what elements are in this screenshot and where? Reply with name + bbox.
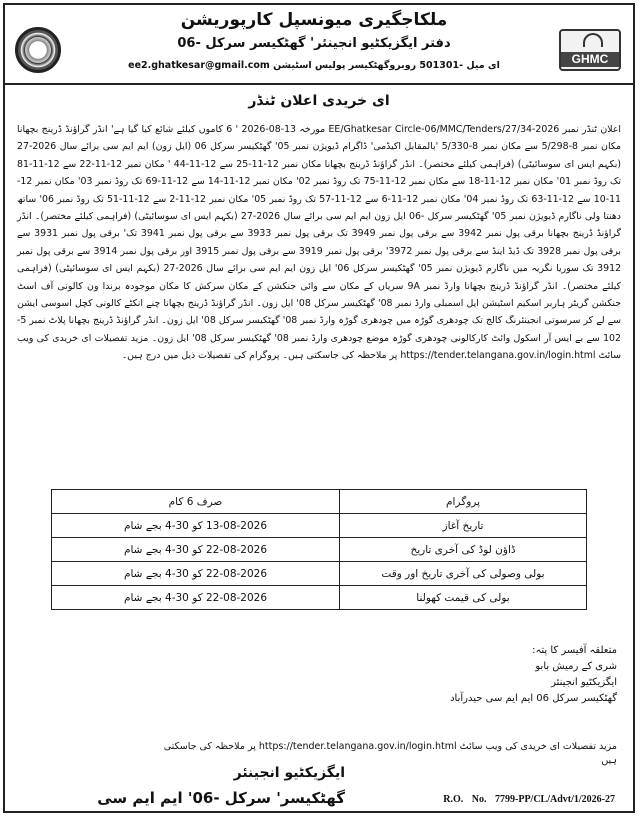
table-row bbox=[52, 514, 587, 538]
footnote-text: مزید تفصیلات ای خریدی کی ویب سائٹ bbox=[459, 741, 617, 752]
schedule-label: بولی کی قیمت کھولنا bbox=[340, 586, 587, 610]
tender-body bbox=[17, 121, 621, 365]
footnote-text-after: پر ملاحظہ کی جاسکتی ہیں bbox=[163, 741, 617, 766]
schedule-value: 22-08-2026 کو 30-4 بجے شام bbox=[52, 562, 340, 586]
contact-heading: متعلقہ آفیسر کا پتہ: bbox=[532, 645, 617, 656]
schedule-value: 22-08-2026 کو 30-4 بجے شام bbox=[52, 586, 340, 610]
notice-title: ای خریدی اعلان ٹنڈر bbox=[248, 93, 390, 109]
corporation-title: ملکاجگیری میونسپل کارپوریشن bbox=[180, 10, 448, 30]
table-row bbox=[52, 490, 587, 514]
advertisement-frame bbox=[3, 3, 635, 813]
signature-designation: ایگزیکٹیو انجینئر bbox=[233, 765, 345, 781]
table-row bbox=[52, 538, 587, 562]
schedule-value: 13-08-2026 کو 30-4 بجے شام bbox=[52, 514, 340, 538]
ghmc-logo-text: GHMC bbox=[561, 52, 619, 67]
table-row bbox=[52, 586, 587, 610]
contact-name: شری کے رمیش بابو bbox=[535, 661, 617, 672]
contact-designation: ایگزیکٹیو انجینئر bbox=[551, 677, 617, 688]
office-address: ee2.ghatkesar@gmail.com ای میل -501301 روبروگھٹکیسر پولیس اسٹیشن bbox=[128, 60, 500, 71]
release-order-number: R.O. No. 7799-PP/CL/Advt/1/2026-27 bbox=[443, 794, 615, 805]
office-subtitle: دفتر ایگزیکٹیو انجینئر' گھٹکیسر سرکل -06 bbox=[177, 36, 451, 51]
schedule-label: ڈاؤن لوڈ کی آخری تاریخ bbox=[340, 538, 587, 562]
signature-office: گھٹکیسر' سرکل -06' ایم ایم سی bbox=[97, 789, 345, 807]
header bbox=[5, 5, 633, 85]
schedule-value: 22-08-2026 کو 30-4 بجے شام bbox=[52, 538, 340, 562]
table-row bbox=[52, 562, 587, 586]
header-divider bbox=[5, 83, 633, 85]
municipal-seal-logo bbox=[15, 27, 61, 73]
contact-officer bbox=[317, 643, 617, 707]
schedule-label: پروگرام bbox=[340, 490, 587, 514]
charminar-icon bbox=[583, 33, 603, 47]
footnote-url-link[interactable]: https://tender.telangana.gov.in/login.html bbox=[258, 741, 457, 752]
contact-office: گھٹکیسر سرکل 06 ایم ایم سی حیدرآباد bbox=[450, 693, 617, 704]
schedule-label: تاریخ آغاز bbox=[340, 514, 587, 538]
tender-body-closing: پر ملاحظہ کی جاسکتی ہیں۔ پروگرام کی تفصیلات ذیل میں درج ہیں۔ bbox=[121, 350, 398, 362]
schedule-table bbox=[51, 489, 587, 610]
tender-url-link[interactable]: https://tender.telangana.gov.in/login.html bbox=[400, 350, 596, 362]
schedule-label: بولی وصولی کی آخری تاریخ اور وقت bbox=[340, 562, 587, 586]
ghmc-logo bbox=[559, 29, 621, 71]
schedule-value: صرف 6 کام bbox=[52, 490, 340, 514]
tender-body-text: اعلان ٹنڈر نمبر 2026-27/34/EE/Ghatkesar Circle-06/MMC/Tenders مورخہ 13-08-2026 ' 6 کاموں کیلئے شائع کیا گیا ہے' انڈر گراؤنڈ ڈرینج بچھانا مکان نمبر 8-5/298 سے مکان نمبر 8-5/330 'بالمقابل اکیڈمی' ڈاگرام ڈیویژن نمبر 05' گھٹکیسر سرکل 06 (ایل زون) ایم ایم سی برائے سال 2026-27 (بکہم ایس ای سوسائیٹی) (فراہمی کیلئے مختصر)۔ انڈر گراؤنڈ ڈرینج بچھانا مکان نمبر 12-11-25 سے 12-11-44 ' مکان نمبر 12-11-22 سے 12-11-81 تک روڈ نمبر 01' مکان نمبر 12-11-18 سے مکان نمبر 12-11-75 تک روڈ نمبر 02' مکان نمبر 12-11-14 سے 12-11-69 تک روڈ نمبر 03' مکان نمبر 12-11-10 سے 12-11-63 تک روڈ نمبر 04' مکان نمبر 12-11-6 سے 12-11-57 تک روڈ نمبر 05' مکان نمبر 12-11-2 سے 12-11-51 تک روڈ نمبر 06' ساتھ دھنتا ولی ناگارم ڈیویژن نمبر 05' گھٹکیسر سرکل -06 ایل زون ایم ایم سی برائے سال 2026-27 (بکہم ایس ای سوسائیٹی) (فراہمی کیلئے مختصر)۔ انڈر گراؤنڈ ڈرینج بچھانا برقی پول نمبر 3942 سے برقی پول نمبر 3949 تک برقی پول نمبر 3933 سے برقی پول نمبر 3941 تک' برقی پول نمبر 3931 سے برقی پول نمبر 3928 تک ڈیڈ اینڈ سے برقی پول نمبر 3972' برقی پول نمبر 3919 سے برقی پول نمبر 3915 اور برقی پول نمبر 3914 سے برقی پول نمبر 3912 تک سوریا نگریہ میں ناگارم ڈیویژن نمبر 05' گھٹکیسر سرکل 06' ایل زون ایم ایم سی برائے سال 2026-27 (بکہم ایس ای سوسائیٹی) (فراہمی کیلئے مختصر)۔ انڈر گراؤنڈ ڈرینج بچھانا وارڈ نمبر 9A سریاں کے مکان سے وائی جنکشن کے مکان سرکش کا مکان موجودہ برندا ون کالونی آف اسٹ جنکشن گریٹر ہاربر اسکیم اسٹیشن ایل اسمبلی وارڈ نمبر 08' گھٹکیسر سرکل 08' ایل زون۔ انڈر گراؤنڈ ڈرینج بچھانا چنے انکٹے کالونی کچل اسوسی ایشن سے لے کر سرسوتی انجینئرنگ کالج تک چودھری گوڑہ میں چودھری گوڑہ وارڈ نمبر 08' گھٹکیسر سرکل 08' ایل زون۔ انڈر گراؤنڈ ڈرینج بچھانا پلاٹ نمبر 5-102 سے بے ایس آر اسکول وائٹ کارکالونی چودھری گوڑہ موضع چودھری وارڈ نمبر 08' گھٹکیسر سرکل 08' ایل زون۔ مزید تفصیلات ای خریدی کی ویب سائٹ bbox=[17, 124, 622, 362]
